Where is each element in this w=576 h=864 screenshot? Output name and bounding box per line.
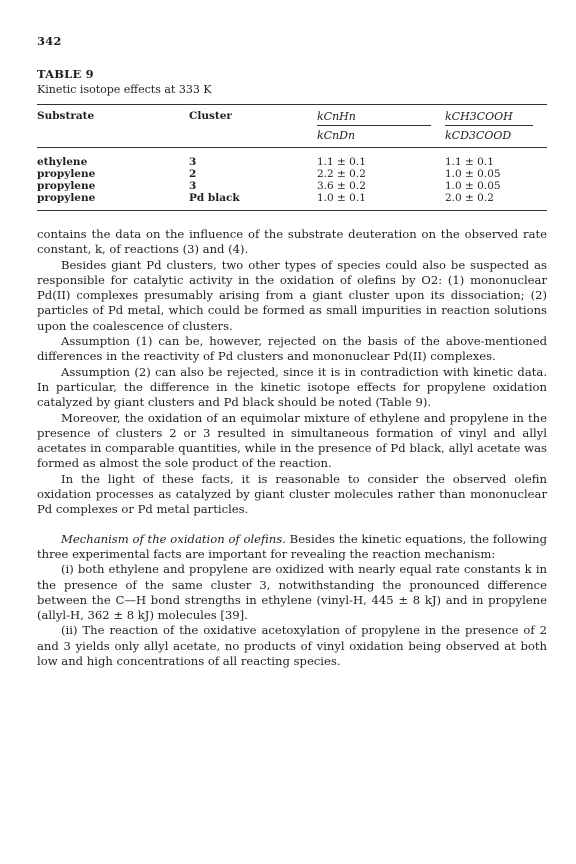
paragraph: Assumption (2) can also be rejected, since it is in contradiction with kinetic data. In particular, the difference in the kinetic isotope effects for propylene oxidation catalyzed by giant clusters and Pd black should be noted (Table 9). xyxy=(37,364,547,410)
mechanism-intro: Besides the kinetic equations, the following three experimental facts are important for revealing the reaction mechanism: xyxy=(37,531,548,561)
cell-cluster: Pd black xyxy=(189,192,317,211)
table-caption: Kinetic isotope effects at 333 K xyxy=(37,83,212,96)
cell-substrate: ethylene xyxy=(37,148,189,169)
header-substrate: Substrate xyxy=(37,105,189,148)
ratio-olefin-denominator: kCnDn xyxy=(317,129,356,142)
section-heading: Mechanism of the oxidation of olefins. xyxy=(61,531,286,546)
ratio-acid-denominator: kCD3COOD xyxy=(445,129,512,142)
header-cluster: Cluster xyxy=(189,105,317,148)
cell-substrate: propylene xyxy=(37,168,96,180)
cell-substrate: propylene xyxy=(37,180,96,192)
ratio-olefin-numerator: kCnHn xyxy=(317,110,431,126)
page xyxy=(37,34,547,669)
paragraph: Assumption (1) can be, however, rejected on the basis of the above-mentioned differences in the reactivity of Pd clusters and mononuclear Pd(II) complexes. xyxy=(37,334,547,364)
paragraph: (ii) The reaction of the oxidative acetoxylation of propylene in the presence of 2 and 3 yields only allyl acetate, no products of vinyl oxidation being observed at both low and high concentrations of all reacting species. xyxy=(37,623,547,669)
cell-ratio-acid: 1.0 ± 0.05 xyxy=(445,168,501,180)
paragraph: Besides giant Pd clusters, two other types of species could also be suspected as responsible for catalytic activity in the oxidation of olefins by O2: (1) mononuclear Pd(II) complexes presumably arising from a giant cluster upon its dissociation; (2) particles of Pd metal, which could be formed as small impurities in reaction solutions upon the coalescence of clusters. xyxy=(37,257,547,333)
table-label: TABLE 9 xyxy=(37,67,94,81)
cell-ratio-olefin: 1.0 ± 0.1 xyxy=(317,192,445,211)
cell-substrate: propylene xyxy=(37,192,189,211)
cell-cluster: 3 xyxy=(189,148,317,169)
paragraph: In the light of these facts, it is reasonable to consider the observed olefin oxidation processes as catalyzed by giant cluster molecules rather than mononuclear Pd complexes or Pd metal particles. xyxy=(37,471,547,517)
table-row xyxy=(37,168,547,180)
header-ratio-olefin xyxy=(317,105,445,148)
page-number: 342 xyxy=(37,34,62,48)
paragraph: contains the data on the influence of the substrate deuteration on the observed rate constant, k, of reactions (3) and (4). xyxy=(37,227,547,257)
header-ratio-acid xyxy=(445,105,547,148)
cell-ratio-acid: 1.1 ± 0.1 xyxy=(445,148,547,169)
table-header-row xyxy=(37,105,547,148)
table-row xyxy=(37,192,547,211)
body-text xyxy=(37,227,547,669)
cell-ratio-olefin: 1.1 ± 0.1 xyxy=(317,148,445,169)
mechanism-paragraph xyxy=(37,532,547,563)
paragraph: (i) both ethylene and propylene are oxidized with nearly equal rate constants k in the presence of the same cluster 3, notwithstanding the pronounced difference between the C—H bond strengths in ethylene (vinyl-H, 445 ± 8 kJ) and in propylene (allyl-H, 362 ± 8 kJ) molecules [39]. xyxy=(37,562,547,623)
paragraph: Moreover, the oxidation of an equimolar mixture of ethylene and propylene in the presence of clusters 2 or 3 resulted in simultaneous formation of vinyl and allyl acetates in comparable quantities, while in the presence of Pd black, allyl acetate was formed as almost the sole product of the reaction. xyxy=(37,410,547,471)
cell-ratio-olefin: 3.6 ± 0.2 xyxy=(317,180,366,192)
cell-cluster: 2 xyxy=(189,168,197,180)
cell-cluster: 3 xyxy=(189,180,197,192)
isotope-effects-table xyxy=(37,104,547,211)
ratio-acid-numerator: kCH3COOH xyxy=(445,110,533,126)
table-row xyxy=(37,148,547,169)
cell-ratio-acid: 2.0 ± 0.2 xyxy=(445,192,547,211)
table-row xyxy=(37,180,547,192)
cell-ratio-olefin: 2.2 ± 0.2 xyxy=(317,168,366,180)
cell-ratio-acid: 1.0 ± 0.05 xyxy=(445,180,501,192)
